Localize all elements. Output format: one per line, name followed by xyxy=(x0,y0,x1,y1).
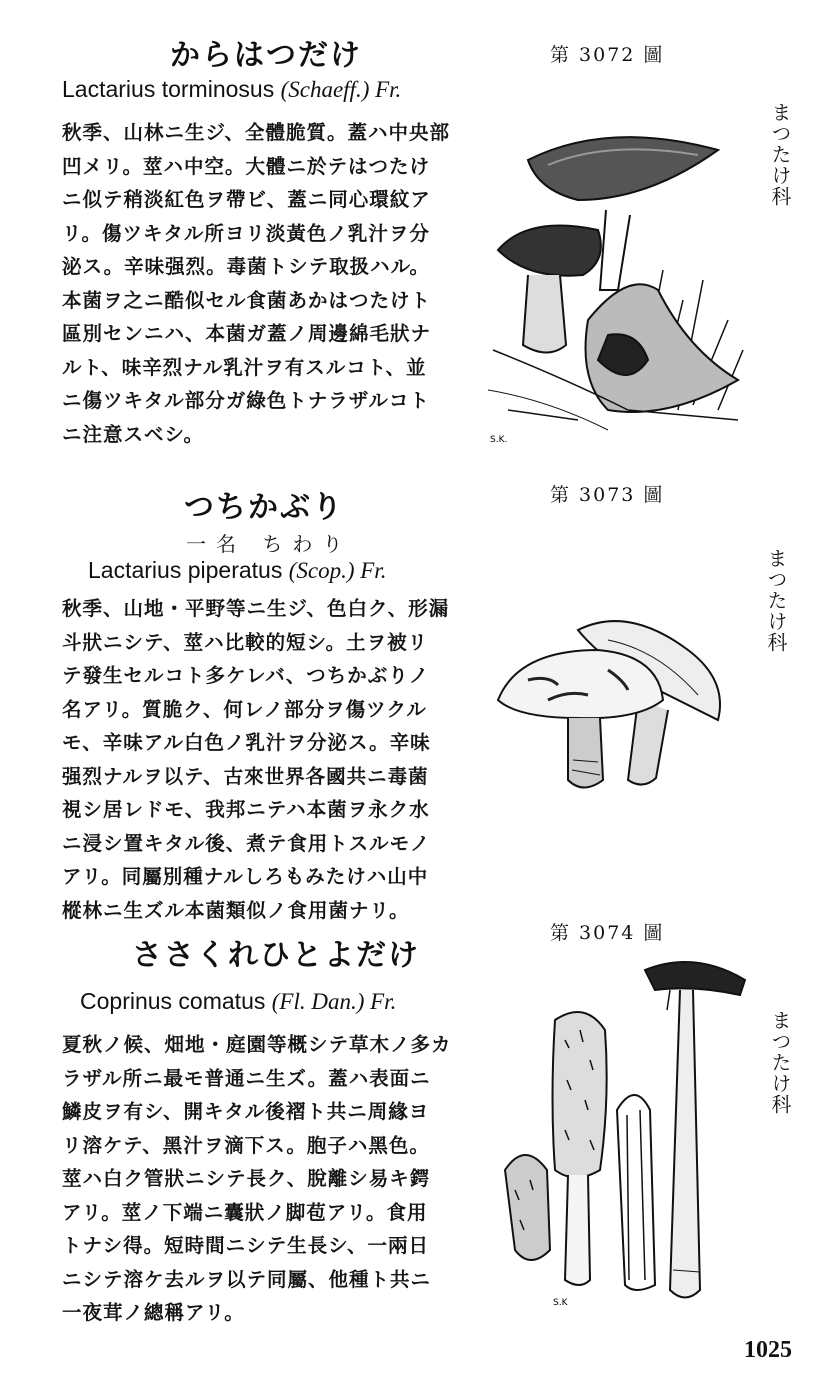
text-line: ニ注意スベシ。 xyxy=(62,422,204,446)
text-line: 夏秋ノ候、畑地・庭園等概シテ草木ノ多カ xyxy=(62,1033,452,1056)
text-line: アリ。同屬別種ナルしろもみたけハ山中 xyxy=(62,865,429,888)
page-number: 1025 xyxy=(744,1337,792,1363)
latin-authority: (Fl. Dan.) Fr. xyxy=(271,989,397,1014)
text-line: ニ傷ツキタル部分ガ綠色トナラザルコト xyxy=(62,389,430,412)
figure-label: 第 3073 圖 xyxy=(550,484,665,506)
text-line: 樅林ニ生ズル本菌類似ノ食用菌ナリ。 xyxy=(62,898,410,922)
text-line: 本菌ヲ之ニ酷似セル食菌あかはつたけト xyxy=(62,288,432,312)
text-line: テ發生セルコト多ケレバ、つちかぶりノ xyxy=(62,664,430,687)
text-line: リ溶ケテ、黑汁ヲ滴下ス。胞子ハ黑色。 xyxy=(62,1133,430,1157)
text-line: 强烈ナルヲ以テ、古來世界各國共ニ毒菌 xyxy=(62,764,429,788)
family-label: まつたけ科 xyxy=(768,1010,792,1115)
entry-title: ささくれひとよだけ xyxy=(132,938,420,973)
text-line: 一夜茸ノ總稱アリ。 xyxy=(62,1301,245,1324)
text-line: トナシ得。短時間ニシテ生長シ、一兩日 xyxy=(62,1234,430,1257)
latin-authority: (Schaeff.) Fr. xyxy=(280,77,402,102)
latin-name xyxy=(62,76,401,103)
latin-name xyxy=(88,557,386,584)
text-line: 名アリ。質脆ク、何レノ部分ヲ傷ツクル xyxy=(62,697,427,721)
text-line: 凹メリ。莖ハ中空。大體ニ於テはつたけ xyxy=(62,154,431,178)
text-line: 斗狀ニシテ、莖ハ比較的短シ。土ヲ被リ xyxy=(62,630,429,654)
entry-alias: 一名 ちわり xyxy=(186,532,353,556)
figure-label: 第 3074 圖 xyxy=(550,922,665,944)
text-line: 秋季、山地・平野等ニ生ジ、色白ク、形漏 xyxy=(62,597,450,620)
entry-description xyxy=(62,592,449,927)
latin-authority: (Scop.) Fr. xyxy=(288,558,387,583)
latin-name xyxy=(80,988,396,1015)
latin-genus-species: Lactarius torminosus xyxy=(62,76,275,102)
text-line: 莖ハ白ク管狀ニシテ長ク、脫離シ易キ鍔 xyxy=(62,1167,431,1190)
mushroom-illustration-3073 xyxy=(488,610,748,810)
latin-genus-species: Coprinus comatus xyxy=(80,988,266,1014)
text-line: 鱗皮ヲ有シ、開キタル後褶ト共ニ周緣ヨ xyxy=(62,1100,430,1123)
text-line: ニ浸シ置キタル後、煮テ食用トスルモノ xyxy=(62,831,431,855)
text-line: ルト、味辛烈ナル乳汁ヲ有スルコト、並 xyxy=(62,355,427,379)
mushroom-illustration-3072 xyxy=(488,120,748,450)
text-line: 區別センニハ、本菌ガ蓋ノ周邊綿毛狀ナ xyxy=(62,322,432,345)
figure-label: 第 3072 圖 xyxy=(550,44,665,66)
mushroom-illustration-3074 xyxy=(495,950,755,1330)
artist-mark: S.K. xyxy=(490,435,508,445)
family-label: まつたけ科 xyxy=(764,548,788,653)
text-line: リ。傷ツキタル所ヨリ淡黃色ノ乳汁ヲ分 xyxy=(62,221,430,245)
text-line: ニシテ溶ケ去ルヲ以テ同屬、他種ト共ニ xyxy=(62,1267,432,1291)
text-line: 視シ居レドモ、我邦ニテハ本菌ヲ永ク水 xyxy=(62,798,430,821)
artist-mark: S.K xyxy=(553,1298,568,1308)
text-line: アリ。莖ノ下端ニ囊狀ノ脚苞アリ。食用 xyxy=(62,1200,428,1224)
family-label: まつたけ科 xyxy=(768,102,792,207)
text-line: ニ似テ稍淡紅色ヲ帶ビ、蓋ニ同心環紋ア xyxy=(62,188,431,211)
text-line: 秋季、山林ニ生ジ、全體脆質。蓋ハ中央部 xyxy=(62,121,450,144)
entry-description xyxy=(62,1028,452,1330)
entry-title: からはつだけ xyxy=(170,38,362,73)
entry-description xyxy=(62,116,450,451)
entry-title: つちかぶり xyxy=(184,490,344,525)
text-line: モ、辛味アル白色ノ乳汁ヲ分泌ス。辛味 xyxy=(62,731,431,754)
text-line: ラザル所ニ最モ普通ニ生ズ。蓋ハ表面ニ xyxy=(62,1066,431,1090)
latin-genus-species: Lactarius piperatus xyxy=(88,557,283,583)
text-line: 泌ス。辛味强烈。毒菌トシテ取扱ハル。 xyxy=(62,255,431,278)
